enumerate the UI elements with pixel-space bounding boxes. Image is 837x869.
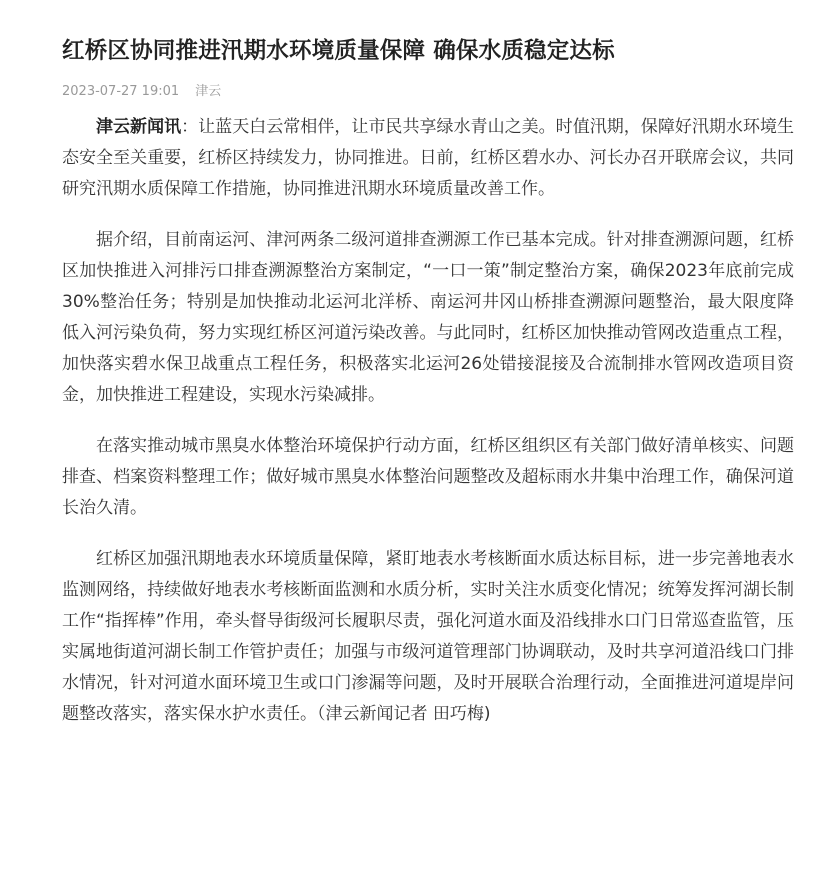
lead-paragraph (62, 112, 794, 205)
article-body (62, 112, 794, 750)
dateline-separator: ： (181, 117, 199, 137)
lead-text: 让蓝天白云常相伴，让市民共享绿水青山之美。时值汛期，保障好汛期水环境生态安全至关重要，红桥区持续发力，协同推进。日前，红桥区碧水办、河长办召开联席会议，共同研究汛期水质保障工作措施，协同推进汛期水环境质量改善工作。 (62, 117, 795, 199)
body-paragraph: 在落实推动城市黑臭水体整治环境保护行动方面，红桥区组织区有关部门做好清单核实、问题排查、档案资料整理工作；做好城市黑臭水体整治问题整改及超标雨水井集中治理工作，确保河道长治久清。 (62, 436, 794, 518)
body-paragraph: 据介绍，目前南运河、津河两条二级河道排查溯源工作已基本完成。针对排查溯源问题，红桥区加快推进入河排污口排查溯源整治方案制定，“一口一策”制定整治方案，确保2023年底前完成30%整治任务；特别是加快推动北运河北洋桥、南运河井冈山桥排查溯源问题整治，最大限度降低入河污染负荷，努力实现红桥区河道污染改善。与此同时，红桥区加快推动管网改造重点工程，加快落实碧水保卫战重点工程任务，积极落实北运河26处错接混接及合流制排水管网改造项目资金，加快推进工程建设，实现水污染减排。 (62, 230, 794, 405)
publish-datetime: 2023-07-27 19:01 (62, 84, 180, 99)
dateline: 津云新闻讯 (96, 117, 182, 137)
body-paragraph: 红桥区加强汛期地表水环境质量保障，紧盯地表水考核断面水质达标目标，进一步完善地表水监测网络，持续做好地表水考核断面监测和水质分析，实时关注水质变化情况；统筹发挥河湖长制工作“指挥棒”作用，牵头督导街级河长履职尽责，强化河道水面及沿线排水口门日常巡查监管，压实属地街道河湖长制工作管护责任；加强与市级河道管理部门协调联动，及时共享河道沿线口门排水情况，针对河道水面环境卫生或口门渗漏等问题，及时开展联合治理行动，全面推进河道堤岸问题整改落实，落实保水护水责任。（津云新闻记者 田巧梅) (62, 549, 794, 724)
article-source: 津云 (195, 84, 222, 99)
article-title: 红桥区协同推进汛期水环境质量保障 确保水质稳定达标 (62, 38, 615, 64)
article-meta (62, 80, 221, 99)
